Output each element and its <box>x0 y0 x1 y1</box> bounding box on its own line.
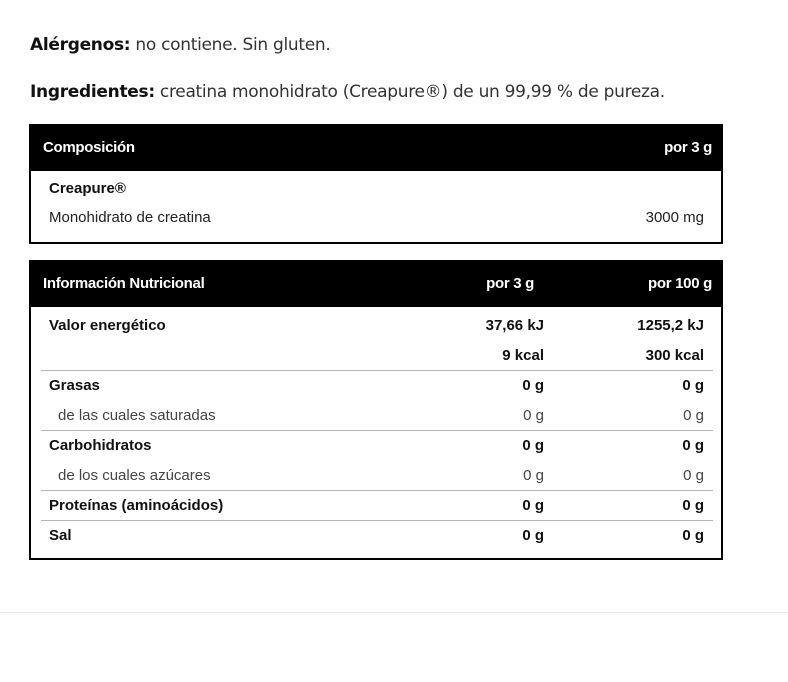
nutrient-sublabel: de las cuales saturadas <box>58 407 216 424</box>
per-serving-header: por 3 g <box>486 275 534 292</box>
composition-table <box>29 124 723 244</box>
per-100g-value: 0 g <box>682 437 704 454</box>
per-100g-value: 1255,2 kJ <box>637 317 704 334</box>
composition-per-serving-header: por 3 g <box>664 139 712 156</box>
allergens-label: Alérgenos: <box>30 35 131 55</box>
composition-item-label: Monohidrato de creatina <box>49 209 211 226</box>
nutrient-label: Proteínas (aminoácidos) <box>49 497 224 514</box>
table-row <box>31 520 721 550</box>
allergens-text: no contiene. Sin gluten. <box>130 35 331 55</box>
allergens-paragraph <box>30 34 330 56</box>
per-100g-value: 0 g <box>682 527 704 544</box>
table-row <box>31 460 721 490</box>
per-serving-value: 0 g <box>522 377 544 394</box>
per-serving-value: 0 g <box>523 407 544 424</box>
table-row <box>31 400 721 430</box>
per-100g-header: por 100 g <box>648 275 712 292</box>
per-100g-value: 300 kcal <box>645 347 704 364</box>
per-100g-value: 0 g <box>683 467 704 484</box>
per-serving-value: 0 g <box>522 497 544 514</box>
per-100g-value: 0 g <box>682 377 704 394</box>
section-divider <box>0 612 788 613</box>
table-row <box>31 340 721 370</box>
nutrient-sublabel: de los cuales azúcares <box>58 467 211 484</box>
composition-table-body <box>31 171 721 242</box>
per-100g-value: 0 g <box>682 497 704 514</box>
composition-table-header <box>31 124 721 171</box>
composition-group-row <box>31 174 721 203</box>
ingredients-label: Ingredientes: <box>30 82 155 102</box>
ingredients-paragraph <box>30 81 665 103</box>
nutrition-table <box>29 260 723 560</box>
per-serving-value: 9 kcal <box>502 347 544 364</box>
nutrient-label: Carbohidratos <box>49 437 152 454</box>
nutrient-label: Grasas <box>49 377 100 394</box>
table-row <box>31 310 721 340</box>
nutrient-label: Sal <box>49 527 72 544</box>
nutrient-label: Valor energético <box>49 317 166 334</box>
per-serving-value: 37,66 kJ <box>485 317 544 334</box>
per-serving-value: 0 g <box>523 467 544 484</box>
composition-title: Composición <box>43 139 135 156</box>
composition-item-value: 3000 mg <box>645 209 704 226</box>
per-serving-value: 0 g <box>522 437 544 454</box>
composition-group-label: Creapure® <box>49 180 126 197</box>
table-row <box>31 430 721 460</box>
table-row <box>31 203 721 232</box>
per-100g-value: 0 g <box>683 407 704 424</box>
ingredients-text: creatina monohidrato (Creapure®) de un 99,99 % de pureza. <box>154 82 665 102</box>
table-row <box>31 490 721 520</box>
table-row <box>31 370 721 400</box>
nutrition-table-body <box>31 307 721 558</box>
nutrition-table-header <box>31 260 721 307</box>
per-serving-value: 0 g <box>522 527 544 544</box>
nutrition-title: Información Nutricional <box>43 275 205 292</box>
